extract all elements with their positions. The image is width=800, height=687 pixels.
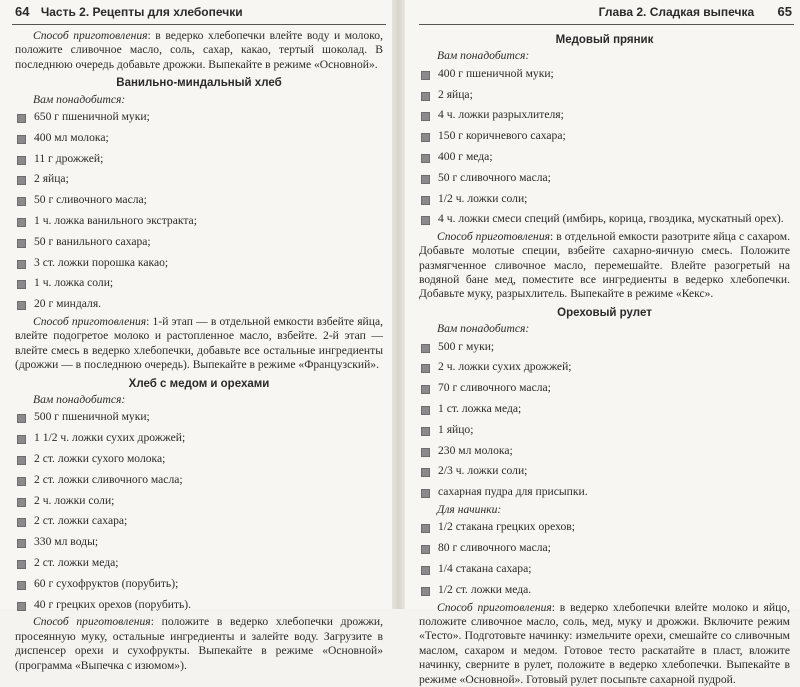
list-item: 500 г пшеничной муки; xyxy=(15,407,383,428)
list-item: 50 г сливочного масла; xyxy=(419,168,790,189)
square-bullet-icon xyxy=(17,260,26,269)
left-page xyxy=(0,0,392,672)
square-bullet-icon xyxy=(17,156,26,165)
square-bullet-icon xyxy=(421,427,430,436)
list-item: 1 1/2 ч. ложки сухих дрожжей; xyxy=(15,428,383,449)
square-bullet-icon xyxy=(17,239,26,248)
square-bullet-icon xyxy=(421,448,430,457)
recipe-title: Медовый пряник xyxy=(555,34,654,46)
list-item: 1/2 ч. ложки соли; xyxy=(419,189,790,210)
list-item: 2 ч. ложки соли; xyxy=(15,491,383,512)
method-text: : положите в ведерко хлебопечки дрожжи, просеянную муку, остальные ингредиенты и залейте воду. Загрузите в диспенсер орехи и сухофрукты. Выпекайте в режиме «Основной» (программа «Выпечка с изюмом»). xyxy=(15,615,383,672)
square-bullet-icon xyxy=(17,414,26,423)
header-rule xyxy=(419,24,794,25)
left-page-header xyxy=(15,4,243,19)
square-bullet-icon xyxy=(17,435,26,444)
method-label: Способ приготовления xyxy=(33,615,151,629)
list-item: 11 г дрожжей; xyxy=(15,149,383,170)
method-text: : в ведерко хлебопечки влейте воду и молоко, положите сливочное масло, соль, сахар, какао, тертый шоколад. В последнюю очередь добавьте дрожжи. Выпекайте в режиме «Основной». xyxy=(15,29,383,71)
list-item: 400 г пшеничной муки; xyxy=(419,64,790,85)
method-label: Способ приготовления xyxy=(33,29,148,42)
list-item: 2 яйца; xyxy=(15,169,383,190)
square-bullet-icon xyxy=(421,71,430,80)
square-bullet-icon xyxy=(17,176,26,185)
square-bullet-icon xyxy=(421,175,430,184)
right-page-header xyxy=(599,4,792,19)
list-item: 1/2 ст. ложки меда. xyxy=(419,580,790,601)
list-item: 2 ст. ложки сухого молока; xyxy=(15,449,383,470)
list-item: 400 мл молока; xyxy=(15,128,383,149)
running-head: Глава 2. Сладкая выпечка xyxy=(598,5,755,19)
list-item: 50 г сливочного масла; xyxy=(15,190,383,211)
square-bullet-icon xyxy=(421,489,430,498)
page-number: 65 xyxy=(777,4,792,19)
square-bullet-icon xyxy=(17,197,26,206)
square-bullet-icon xyxy=(17,560,26,569)
square-bullet-icon xyxy=(421,468,430,477)
ingredients-heading: Вам понадобится: xyxy=(33,393,126,407)
method-label: Способ приготовления xyxy=(437,229,550,243)
list-item: сахарная пудра для присыпки. xyxy=(419,482,790,503)
list-item: 1 яйцо; xyxy=(419,420,790,441)
ingredients-heading: Вам понадобится: xyxy=(437,322,530,336)
book-gutter xyxy=(392,0,405,609)
square-bullet-icon xyxy=(17,477,26,486)
recipe-title: Хлеб с медом и орехами xyxy=(128,377,270,390)
list-item: 2 яйца; xyxy=(419,85,790,106)
square-bullet-icon xyxy=(421,196,430,205)
page-number: 64 xyxy=(15,4,30,19)
list-item: 2 ст. ложки меда; xyxy=(15,553,383,574)
right-page-content xyxy=(419,29,790,687)
square-bullet-icon xyxy=(17,602,26,611)
method-text: : в ведерко хлебопечки влейте молоко и яйцо, положите сливочное масло, соль, мед, муку и дрожжи. Включите режим «Тесто». Подготовьте начинку: измельчите орехи, смешайте со сливочным маслом, сахаром и медом. Готовое тесто раскатайте в пласт, вложите начинку, сверните в рулет, положите в ведерко хлебопечки. Выпекайте в режиме «Основной». Готовый рулет посыпьте сахарной пудрой. xyxy=(419,600,790,686)
square-bullet-icon xyxy=(421,587,430,596)
running-head: Часть 2. Рецепты для хлебопечки xyxy=(40,5,243,19)
header-rule xyxy=(12,24,386,25)
list-item: 1 ст. ложка меда; xyxy=(419,399,790,420)
list-item: 20 г миндаля. xyxy=(15,294,383,315)
list-item: 60 г сухофруктов (порубить); xyxy=(15,574,383,595)
square-bullet-icon xyxy=(17,301,26,310)
square-bullet-icon xyxy=(421,133,430,142)
method-paragraph xyxy=(15,615,383,673)
recipe-title: Ванильно-миндальный хлеб xyxy=(116,77,282,90)
square-bullet-icon xyxy=(17,518,26,527)
filling-heading: Для начинки: xyxy=(437,503,502,517)
list-item: 1/2 стакана грецких орехов; xyxy=(419,517,790,538)
list-item: 2 ст. ложки сливочного масла; xyxy=(15,470,383,491)
square-bullet-icon xyxy=(17,581,26,590)
square-bullet-icon xyxy=(17,135,26,144)
list-item: 400 г меда; xyxy=(419,147,790,168)
list-item: 4 ч. ложки смеси специй (имбирь, корица, гвоздика, мускатный орех). xyxy=(419,209,790,229)
square-bullet-icon xyxy=(17,280,26,289)
list-item: 650 г пшеничной муки; xyxy=(15,107,383,128)
square-bullet-icon xyxy=(17,539,26,548)
recipe-title: Ореховый рулет xyxy=(557,306,652,319)
square-bullet-icon xyxy=(421,406,430,415)
list-item: 2 ст. ложки сахара; xyxy=(15,511,383,532)
square-bullet-icon xyxy=(421,92,430,101)
square-bullet-icon xyxy=(17,498,26,507)
method-paragraph xyxy=(419,230,790,302)
right-page xyxy=(405,0,800,686)
square-bullet-icon xyxy=(17,456,26,465)
ingredient-list xyxy=(419,337,790,503)
method-text: : 1-й этап — в отдельной емкости взбейте яйца, влейте подогретое молоко и растопленное масло, взбейте. 2-й этап — влейте смесь в ведерко хлебопечки, добавьте все остальные ингредиенты (дрожжи — в последнюю очередь). Выпекайте в режиме «Французский». xyxy=(15,315,383,372)
list-item: 2/3 ч. ложки соли; xyxy=(419,461,790,482)
square-bullet-icon xyxy=(421,216,430,225)
left-page-content xyxy=(15,29,383,673)
square-bullet-icon xyxy=(421,344,430,353)
list-item: 2 ч. ложки сухих дрожжей; xyxy=(419,357,790,378)
list-item: 80 г сливочного масла; xyxy=(419,538,790,559)
method-label: Способ приготовления xyxy=(437,600,552,614)
list-item: 230 мл молока; xyxy=(419,441,790,462)
list-item: 50 г ванильного сахара; xyxy=(15,232,383,253)
ingredients-heading: Вам понадобится: xyxy=(437,49,530,63)
square-bullet-icon xyxy=(421,112,430,121)
square-bullet-icon xyxy=(421,566,430,575)
ingredient-list xyxy=(15,107,383,315)
method-paragraph xyxy=(15,29,383,72)
list-item: 1 ч. ложка соли; xyxy=(15,273,383,294)
square-bullet-icon xyxy=(17,114,26,123)
list-item: 70 г сливочного масла; xyxy=(419,378,790,399)
method-text: : в отдельной емкости разотрите яйца с сахаром. Добавьте молотые специи, взбейте сахарно-яичную смесь. Положите размягченное сливочное масло, перемешайте. Влейте разогретый на водяной бане мед, поместите все ингредиенты в ведерко хлебопечки. Добавьте муку, разрыхлитель. Выпекайте в режиме «Кекс». xyxy=(419,229,790,301)
list-item: 150 г коричневого сахара; xyxy=(419,126,790,147)
list-item: 330 мл воды; xyxy=(15,532,383,553)
square-bullet-icon xyxy=(421,364,430,373)
method-label: Способ приготовления xyxy=(33,315,147,328)
list-item: 500 г муки; xyxy=(419,337,790,358)
method-paragraph xyxy=(419,601,790,687)
list-item: 3 ст. ложки порошка какао; xyxy=(15,253,383,274)
square-bullet-icon xyxy=(421,545,430,554)
list-item: 1 ч. ложка ванильного экстракта; xyxy=(15,211,383,232)
ingredients-heading: Вам понадобится: xyxy=(33,92,126,106)
list-item: 1/4 стакана сахара; xyxy=(419,559,790,580)
list-item: 4 ч. ложки разрыхлителя; xyxy=(419,105,790,126)
ingredient-list xyxy=(419,64,790,230)
square-bullet-icon xyxy=(421,154,430,163)
method-paragraph xyxy=(15,315,383,373)
list-item: 40 г грецких орехов (порубить). xyxy=(15,595,383,616)
ingredient-list xyxy=(15,407,383,615)
square-bullet-icon xyxy=(421,385,430,394)
filling-list xyxy=(419,517,790,600)
square-bullet-icon xyxy=(421,524,430,533)
square-bullet-icon xyxy=(17,218,26,227)
